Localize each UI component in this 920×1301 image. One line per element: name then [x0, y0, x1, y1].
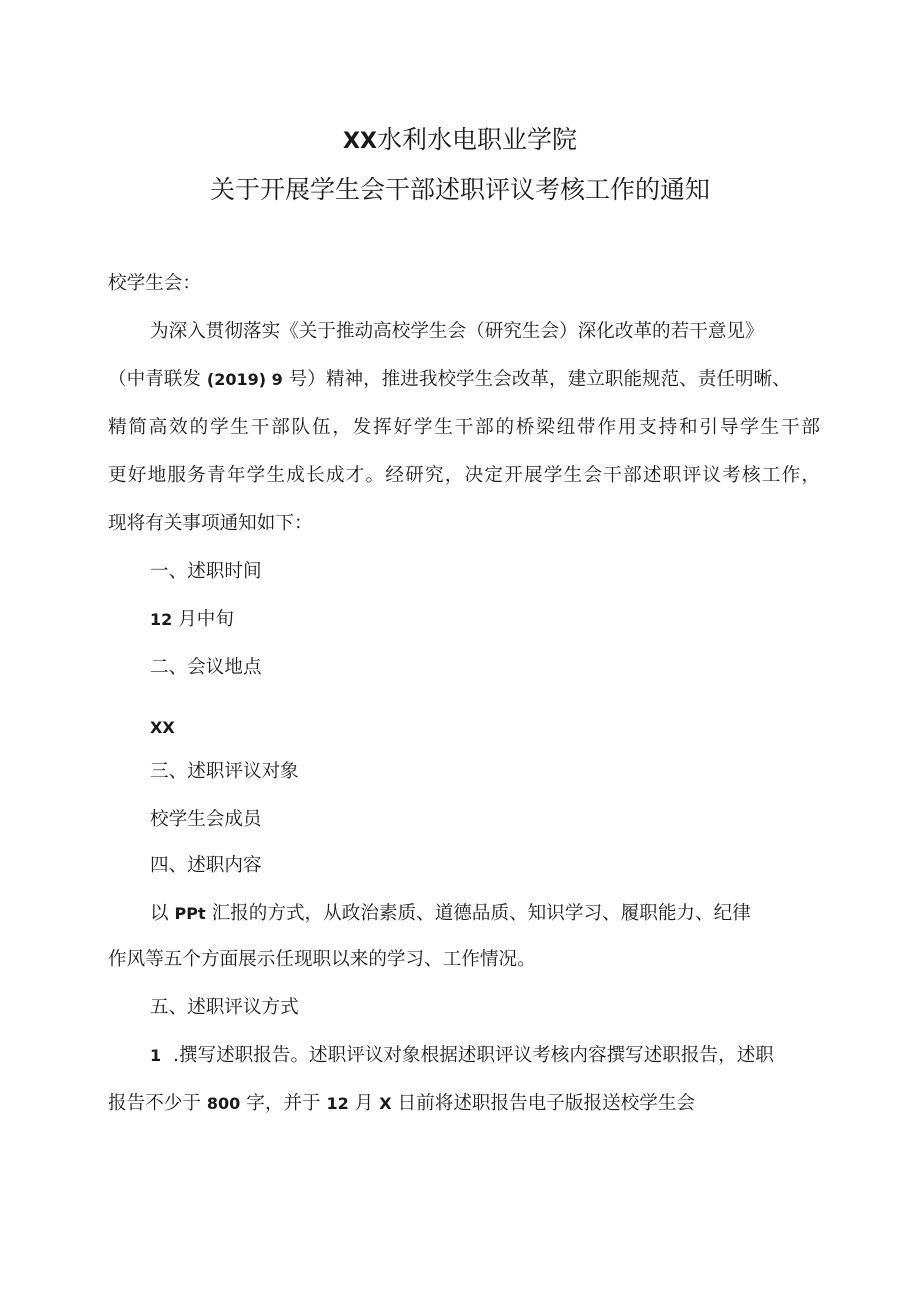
- section-4-line-2: 作风等五个方面展示任现职以来的学习、工作情况。: [108, 949, 536, 970]
- school-title-prefix: XX: [343, 129, 377, 154]
- deadline-day: X: [379, 1094, 392, 1113]
- item-1-line-2-c: 字，并于: [246, 1093, 321, 1114]
- section-1-value-number: 12: [150, 610, 173, 629]
- ppt-text: PPt: [174, 904, 206, 923]
- intro-line-1: 为深入贯彻落实《关于推动高校学生会（研究生会）深化改革的若干意见》: [150, 321, 764, 342]
- section-5-item-1-text: .撰写述职报告。述职评议对象根据述职评议考核内容撰写述职报告，述职: [172, 1045, 774, 1066]
- section-4-heading: 四、述职内容: [150, 855, 262, 876]
- intro-line-2-c: 号）精神，推进我校学生会改革，建立职能规范、责任明晰、: [288, 369, 791, 390]
- item-1-line-2-g: 日前将述职报告电子版报送校学生会: [397, 1093, 696, 1114]
- section-4-line-1-a: 以: [150, 903, 169, 924]
- section-4-line-1: [150, 900, 820, 928]
- section-1-value: [150, 606, 820, 634]
- intro-line-5: 现将有关事项通知如下：: [108, 513, 313, 534]
- section-5-item-1-line-2: [108, 1090, 820, 1118]
- section-3-value: 校学生会成员: [150, 809, 262, 830]
- intro-line-3: 精简高效的学生干部队伍，发挥好学生干部的桥梁纽带作用支持和引导学生干部: [108, 417, 820, 438]
- section-3-heading: 三、述职评议对象: [150, 761, 299, 782]
- intro-line-2-a: （中青联发: [108, 369, 201, 390]
- school-title: [0, 124, 920, 158]
- item-1-line-2-a: 报告不少于: [108, 1093, 201, 1114]
- intro-line-2: [108, 366, 820, 394]
- word-count: 800: [206, 1094, 241, 1113]
- section-2-heading: 二、会议地点: [150, 657, 262, 678]
- item-number: 1: [150, 1046, 162, 1065]
- section-2-value: [150, 714, 820, 742]
- section-5-item-1-line-1: [150, 1042, 820, 1070]
- section-1-value-text: 月中旬: [178, 609, 234, 630]
- document-number: (2019) 9: [206, 370, 283, 389]
- school-title-name: 水利水电职业学院: [376, 125, 577, 154]
- section-5-heading: 五、述职评议方式: [150, 997, 299, 1018]
- venue-value: XX: [150, 718, 175, 737]
- item-1-line-2-e: 月: [354, 1093, 374, 1114]
- section-4-line-1-c: 汇报的方式，从政治素质、道德品质、知识学习、履职能力、纪律: [211, 903, 751, 924]
- section-1-heading: 一、述职时间: [150, 561, 262, 582]
- intro-line-4: 更好地服务青年学生成长成才。经研究，决定开展学生会干部述职评议考核工作，: [108, 465, 820, 486]
- notice-title: 关于开展学生会干部述职评议考核工作的通知: [209, 175, 710, 204]
- deadline-month: 12: [326, 1094, 349, 1113]
- salutation: 校学生会：: [108, 273, 201, 294]
